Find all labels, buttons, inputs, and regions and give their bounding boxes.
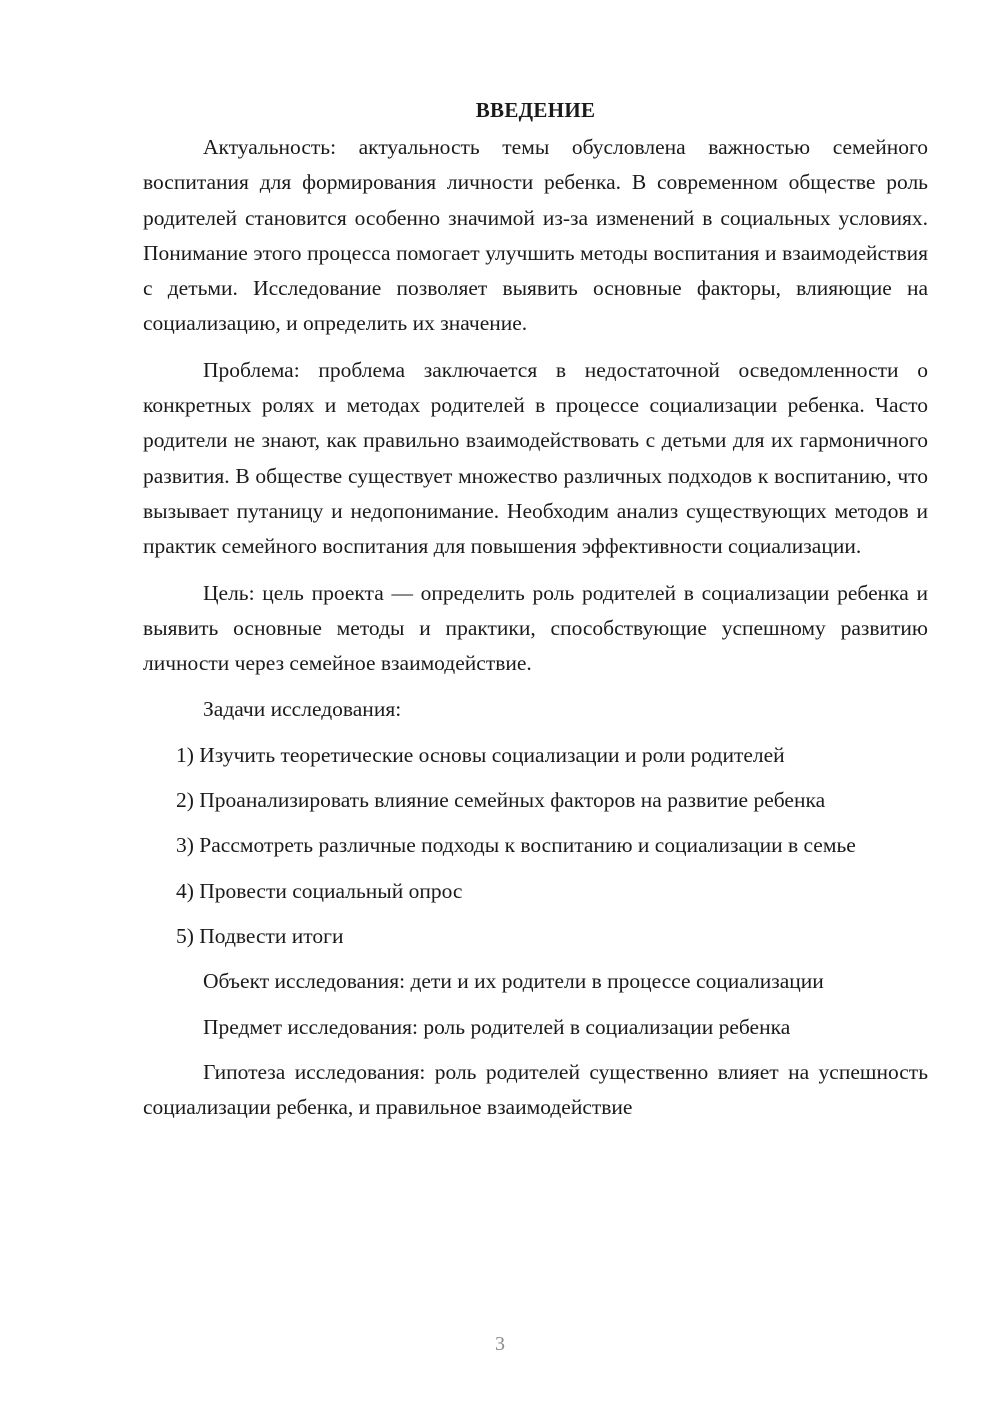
paragraph-goal: Цель: цель проекта — определить роль родителей в социализации ребенка и выявить основные методы и практики, способствующие успешному развитию личности через семейное взаимодействие.: [143, 580, 928, 676]
paragraph-subject: Предмет исследования: роль родителей в социализации ребенка: [203, 1014, 791, 1039]
task-item-3: 3) Рассмотреть различные подходы к воспитанию и социализации в семье: [176, 833, 856, 858]
task-item-4: 4) Провести социальный опрос: [176, 878, 463, 903]
task-item-5: 5) Подвести итоги: [176, 923, 344, 948]
page-number: 3: [495, 1333, 505, 1355]
document-page: [143, 92, 928, 1136]
paragraph-relevance: Актуальность: актуальность темы обусловлена важностью семейного воспитания для формирования личности ребенка. В современном обществе роль родителей становится особенно значимой из-за изменений в социальных условиях. Понимание этого процесса помогает улучшить методы воспитания и взаимодействия с детьми. Исследование позволяет выявить основные факторы, влияющие на социализацию, и определить их значение.: [143, 135, 928, 336]
paragraph-problem: Проблема: проблема заключается в недостаточной осведомленности о конкретных ролях и методах родителей в процессе социализации ребенка. Часто родители не знают, как правильно взаимодействовать с детьми для их гармоничного развития. В обществе существует множество различных подходов к воспитанию, что вызывает путаницу и недопонимание. Необходим анализ существующих методов и практик семейного воспитания для повышения эффективности социализации.: [143, 357, 928, 559]
section-heading: ВВЕДЕНИЕ: [475, 98, 596, 122]
paragraph-hypothesis: Гипотеза исследования: роль родителей существенно влияет на успешность социализации ребенка, и правильное взаимодействие: [143, 1059, 928, 1120]
task-item-1: 1) Изучить теоретические основы социализации и роли родителей: [176, 742, 785, 767]
paragraph-object: Объект исследования: дети и их родители в процессе социализации: [203, 969, 824, 994]
task-item-2: 2) Проанализировать влияние семейных факторов на развитие ребенка: [176, 788, 826, 813]
paragraph-tasks-title: Задачи исследования:: [203, 697, 402, 722]
